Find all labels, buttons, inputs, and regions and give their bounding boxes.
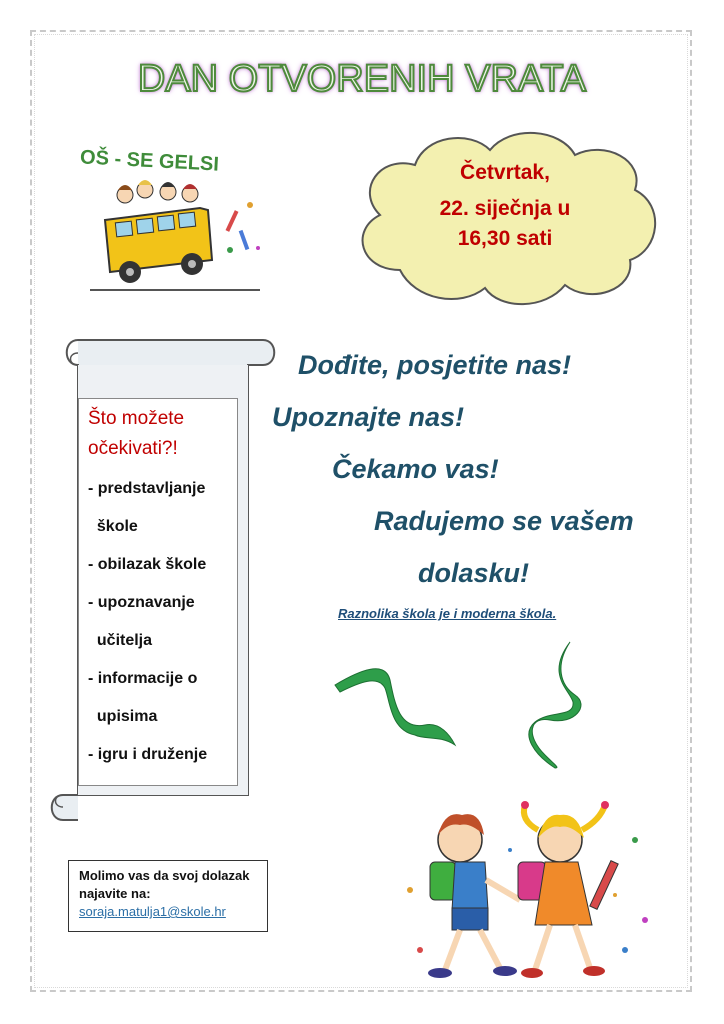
message-4: Radujemo se vašem [374, 506, 634, 536]
date-text [360, 155, 650, 257]
slogan: Raznolika škola je i moderna škola. [338, 606, 557, 621]
green-ribbon-right [515, 640, 605, 770]
message-5: dolasku! [418, 558, 530, 588]
contact-line-1: Molimo vas da svoj dolazak [79, 868, 250, 883]
list-item: upisima [88, 708, 158, 725]
contact-line-2: najavite na: [79, 886, 151, 901]
list-item: - igru i druženje [88, 746, 208, 763]
date-line-2: 22. siječnja u [439, 197, 571, 220]
logo-text: OŠ - SE GELSI [79, 146, 220, 176]
message-2: Upoznajte nas! [272, 402, 465, 432]
date-line-3: 16,30 sati [457, 227, 553, 250]
list-item: - predstavljanje [88, 480, 206, 497]
message-1: Dođite, posjetite nas! [298, 350, 572, 380]
list-item: - informacije o [88, 670, 198, 687]
message-3: Čekamo vas! [332, 454, 499, 484]
expect-title-line-2: očekivati?! [88, 438, 178, 459]
kids-illustration [400, 800, 660, 985]
contact-email-link[interactable]: soraja.matulja1@skole.hr [79, 904, 226, 919]
list-item: učitelja [88, 632, 153, 649]
green-ribbon-left [330, 660, 460, 750]
contact-box [68, 860, 268, 932]
date-line-1: Četvrtak, [460, 161, 550, 184]
list-item: - upoznavanje [88, 594, 195, 611]
list-item: škole [88, 518, 138, 535]
expect-list [88, 470, 236, 774]
list-item: - obilazak škole [88, 556, 207, 573]
page-title: DAN OTVORENIH VRATA [137, 58, 587, 100]
expect-title-line-1: Što možete [88, 408, 185, 429]
expect-title [88, 404, 228, 464]
